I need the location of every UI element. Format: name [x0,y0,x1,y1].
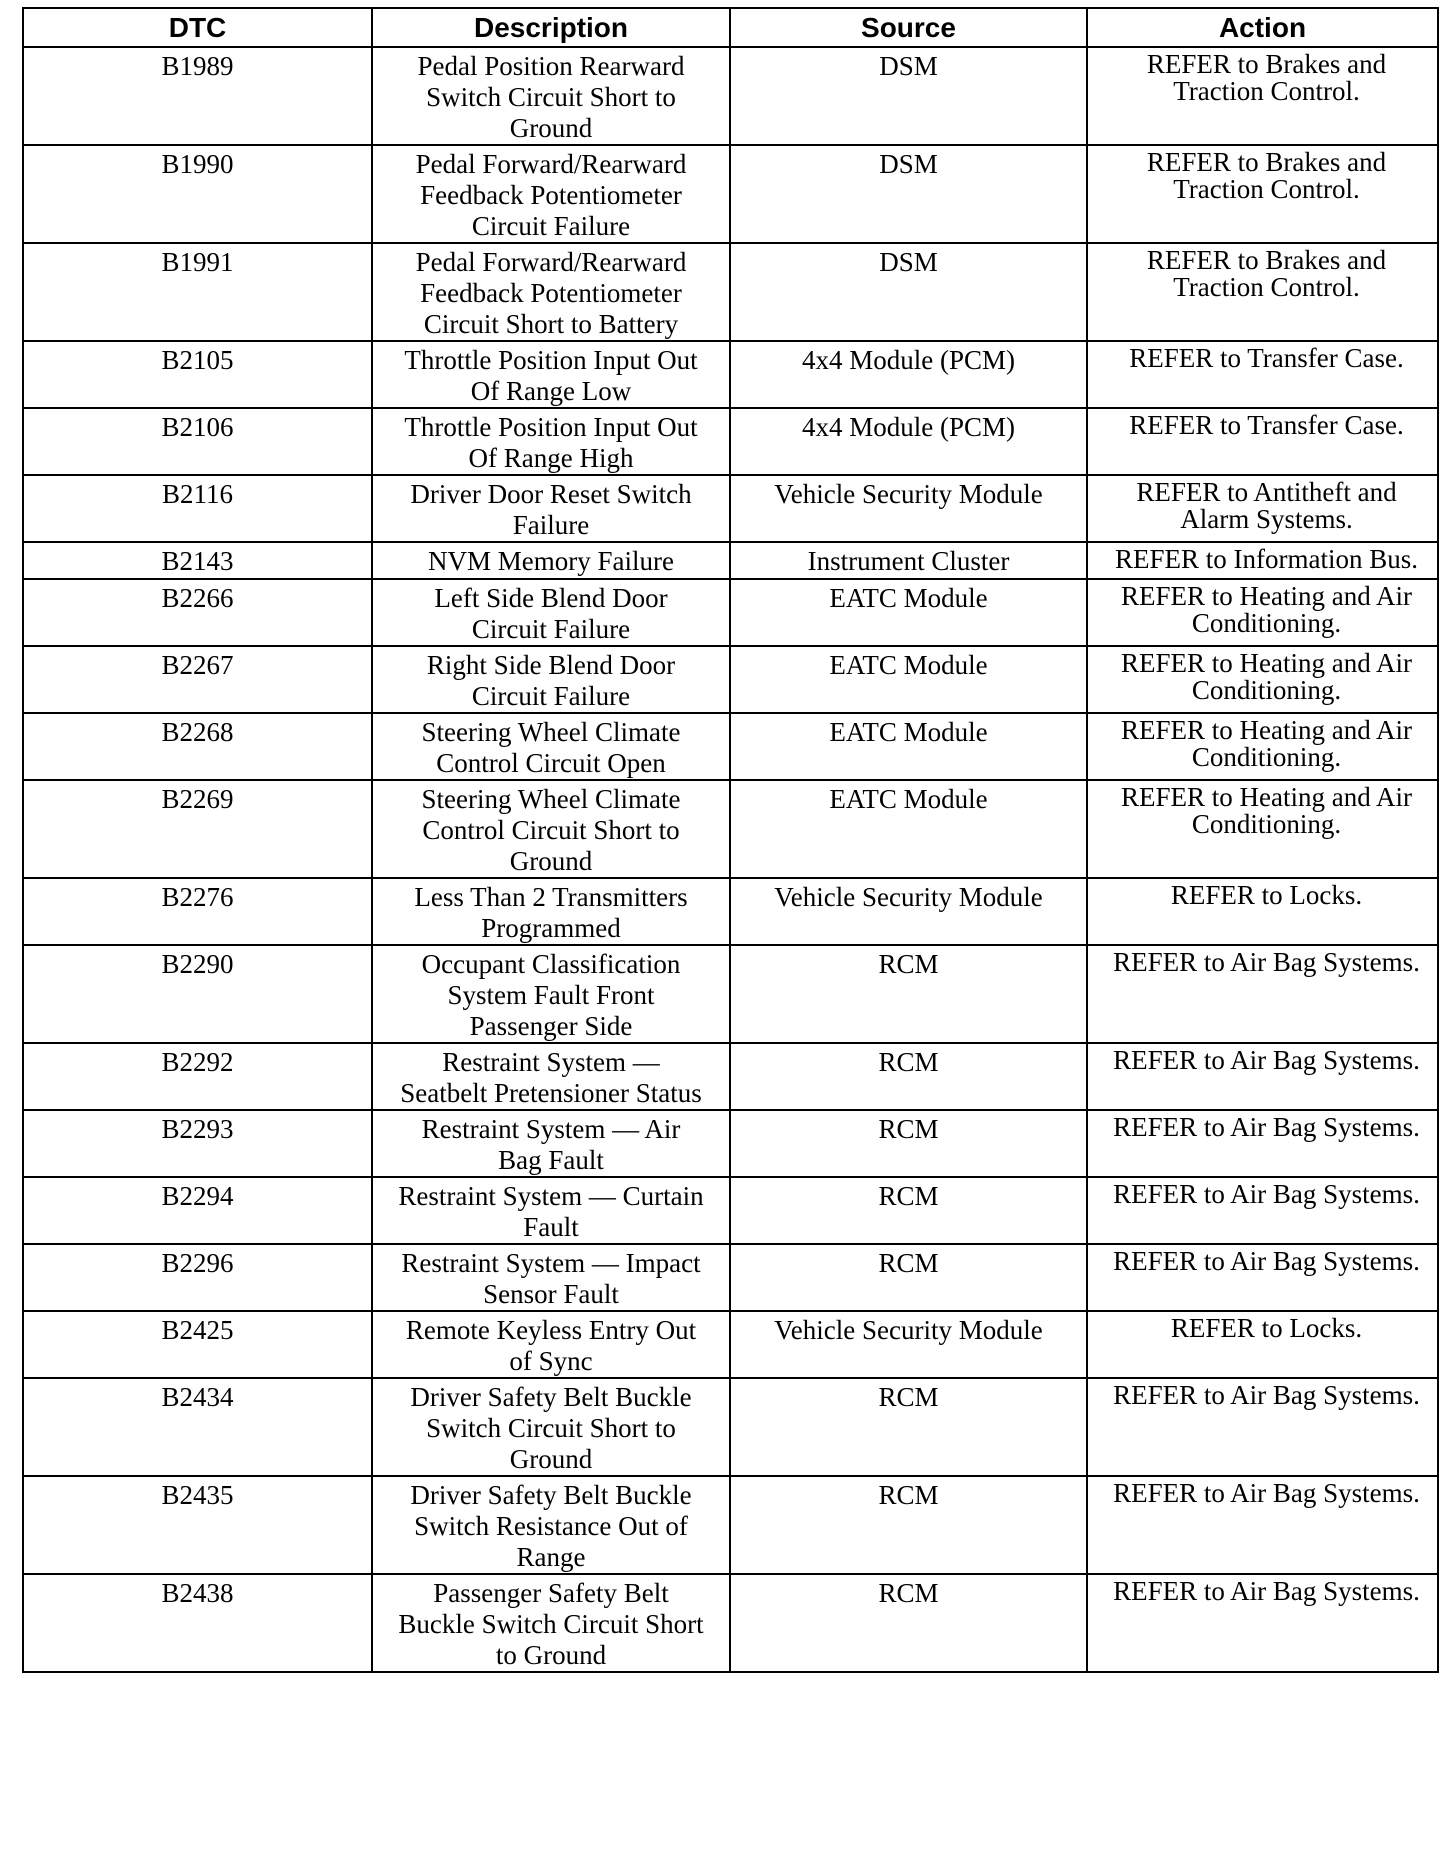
dtc-source: RCM [730,1043,1087,1110]
dtc-description: Restraint System — Curtain Fault [372,1177,730,1244]
dtc-action: REFER to Air Bag Systems. [1087,945,1438,1043]
table-row [23,878,1438,945]
dtc-action: REFER to Locks. [1087,878,1438,945]
dtc-code: B2296 [23,1244,372,1311]
dtc-description: Passenger Safety Belt Buckle Switch Circuit Short to Ground [372,1574,730,1672]
table-row [23,1378,1438,1476]
table-row [23,243,1438,341]
table-row [23,713,1438,780]
dtc-code: B2267 [23,646,372,713]
dtc-action: REFER to Transfer Case. [1087,341,1438,408]
dtc-description: Remote Keyless Entry Out of Sync [372,1311,730,1378]
dtc-action: REFER to Locks. [1087,1311,1438,1378]
table-row [23,542,1438,579]
dtc-source: EATC Module [730,646,1087,713]
dtc-description: Pedal Position Rearward Switch Circuit Short to Ground [372,47,730,145]
dtc-table [22,7,1439,1673]
dtc-description: Pedal Forward/Rearward Feedback Potentiometer Circuit Failure [372,145,730,243]
table-row [23,145,1438,243]
table-row [23,1311,1438,1378]
table-row [23,341,1438,408]
dtc-code: B2266 [23,579,372,646]
dtc-description: Occupant Classification System Fault Front Passenger Side [372,945,730,1043]
dtc-action: REFER to Air Bag Systems. [1087,1244,1438,1311]
header-action: Action [1087,8,1438,47]
dtc-source: 4x4 Module (PCM) [730,341,1087,408]
table-row [23,780,1438,878]
dtc-description: Driver Safety Belt Buckle Switch Circuit Short to Ground [372,1378,730,1476]
dtc-description: Steering Wheel Climate Control Circuit Open [372,713,730,780]
dtc-code: B2143 [23,542,372,579]
dtc-action: REFER to Air Bag Systems. [1087,1110,1438,1177]
dtc-description: Throttle Position Input Out Of Range Low [372,341,730,408]
dtc-code: B2268 [23,713,372,780]
dtc-description: Right Side Blend Door Circuit Failure [372,646,730,713]
dtc-code: B2292 [23,1043,372,1110]
dtc-action: REFER to Antitheft and Alarm Systems. [1087,475,1438,542]
dtc-source: DSM [730,47,1087,145]
table-row [23,408,1438,475]
dtc-action: REFER to Heating and Air Conditioning. [1087,780,1438,878]
table-row [23,1476,1438,1574]
dtc-code: B2438 [23,1574,372,1672]
dtc-source: RCM [730,1110,1087,1177]
dtc-source: RCM [730,1574,1087,1672]
table-row [23,475,1438,542]
dtc-code: B2425 [23,1311,372,1378]
dtc-source: EATC Module [730,780,1087,878]
dtc-source: RCM [730,1378,1087,1476]
dtc-description: Steering Wheel Climate Control Circuit Short to Ground [372,780,730,878]
dtc-action: REFER to Air Bag Systems. [1087,1574,1438,1672]
dtc-description: Restraint System — Impact Sensor Fault [372,1244,730,1311]
dtc-source: RCM [730,1244,1087,1311]
dtc-action: REFER to Heating and Air Conditioning. [1087,579,1438,646]
dtc-action: REFER to Brakes and Traction Control. [1087,243,1438,341]
dtc-description: Less Than 2 Transmitters Programmed [372,878,730,945]
dtc-source: RCM [730,1476,1087,1574]
dtc-code: B2293 [23,1110,372,1177]
dtc-source: RCM [730,945,1087,1043]
header-description: Description [372,8,730,47]
table-row [23,1244,1438,1311]
table-row [23,1110,1438,1177]
dtc-description: Restraint System — Seatbelt Pretensioner Status [372,1043,730,1110]
dtc-description: Left Side Blend Door Circuit Failure [372,579,730,646]
dtc-source: Instrument Cluster [730,542,1087,579]
dtc-action: REFER to Air Bag Systems. [1087,1177,1438,1244]
dtc-code: B2276 [23,878,372,945]
table-row [23,1574,1438,1672]
dtc-action: REFER to Brakes and Traction Control. [1087,145,1438,243]
dtc-code: B2106 [23,408,372,475]
table-header-row [23,8,1438,47]
table-row [23,646,1438,713]
dtc-source: DSM [730,243,1087,341]
dtc-source: Vehicle Security Module [730,475,1087,542]
dtc-action: REFER to Air Bag Systems. [1087,1378,1438,1476]
dtc-code: B1991 [23,243,372,341]
dtc-source: Vehicle Security Module [730,878,1087,945]
dtc-code: B1989 [23,47,372,145]
dtc-code: B2434 [23,1378,372,1476]
dtc-code: B1990 [23,145,372,243]
dtc-source: DSM [730,145,1087,243]
header-source: Source [730,8,1087,47]
dtc-action: REFER to Transfer Case. [1087,408,1438,475]
dtc-description: Pedal Forward/Rearward Feedback Potentiometer Circuit Short to Battery [372,243,730,341]
table-row [23,47,1438,145]
header-dtc: DTC [23,8,372,47]
dtc-description: Throttle Position Input Out Of Range High [372,408,730,475]
table-row [23,945,1438,1043]
dtc-action: REFER to Air Bag Systems. [1087,1043,1438,1110]
dtc-code: B2105 [23,341,372,408]
dtc-code: B2290 [23,945,372,1043]
table-body [23,47,1438,1672]
dtc-action: REFER to Brakes and Traction Control. [1087,47,1438,145]
dtc-code: B2294 [23,1177,372,1244]
dtc-action: REFER to Heating and Air Conditioning. [1087,646,1438,713]
dtc-source: Vehicle Security Module [730,1311,1087,1378]
dtc-action: REFER to Information Bus. [1087,542,1438,579]
dtc-action: REFER to Air Bag Systems. [1087,1476,1438,1574]
dtc-source: EATC Module [730,713,1087,780]
dtc-source: 4x4 Module (PCM) [730,408,1087,475]
dtc-action: REFER to Heating and Air Conditioning. [1087,713,1438,780]
dtc-source: EATC Module [730,579,1087,646]
table-row [23,1043,1438,1110]
dtc-description: Restraint System — Air Bag Fault [372,1110,730,1177]
dtc-description: Driver Safety Belt Buckle Switch Resistance Out of Range [372,1476,730,1574]
dtc-source: RCM [730,1177,1087,1244]
dtc-description: NVM Memory Failure [372,542,730,579]
dtc-code: B2116 [23,475,372,542]
dtc-description: Driver Door Reset Switch Failure [372,475,730,542]
table-row [23,579,1438,646]
dtc-table-container [22,7,1439,1673]
table-row [23,1177,1438,1244]
dtc-code: B2269 [23,780,372,878]
dtc-code: B2435 [23,1476,372,1574]
